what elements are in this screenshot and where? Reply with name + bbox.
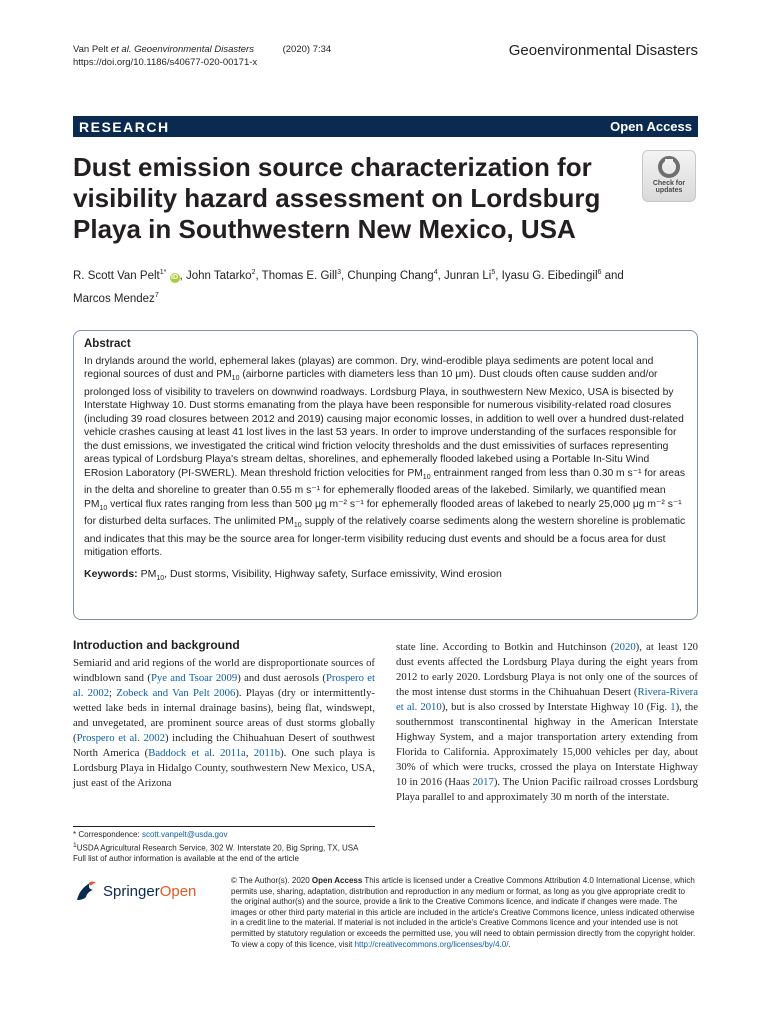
- orcid-icon[interactable]: iD: [171, 273, 179, 281]
- correspondence-label: * Correspondence:: [73, 830, 142, 839]
- running-citation: [73, 43, 331, 69]
- abstract-box: [73, 330, 698, 620]
- right-column: [396, 640, 698, 806]
- figure-link[interactable]: 1: [670, 701, 676, 714]
- check-updates-line1: Check for: [652, 180, 686, 187]
- author-name[interactable]: Iyasu G. Eibedingil: [501, 269, 598, 282]
- author-affiliation: 2: [251, 269, 256, 276]
- running-et-al: et al.: [110, 44, 132, 55]
- body-text: Semiarid and arid regions of the world are disproportionate sources of windblown sand (: [73, 657, 375, 685]
- correspondence-email[interactable]: scott.vanpelt@usda.gov: [141, 830, 228, 839]
- author-affiliation: 3: [337, 269, 341, 276]
- full-list-note: Full list of author information is available at the end of the article: [73, 853, 299, 863]
- body-text: ;: [109, 687, 117, 700]
- article-type-band: [73, 116, 698, 137]
- abstract-seg: supply of the relatively coarse sediments along the western shoreline is problematic and indicates that this may be the source area for longer-term visibility reducing dust events and should be a focus area for dust mitigation efforts.: [84, 516, 686, 559]
- author-name[interactable]: R. Scott Van Pelt: [73, 269, 160, 282]
- springer-horse-icon: [73, 878, 99, 904]
- body-text: ), the southernmost transcontinental highway in the American Interstate Highway System, and a major transportation artery extending from Florida to California. Approximately 15,000 vehicles per day, about 30% of which were trucks, crossed the playa on Interstate Highway 10 in 2016 (Haas: [396, 701, 698, 789]
- author-list: R. Scott Van Pelt$^{1*}$ iD , John Tatarko$^2$, Thomas E. Gill$^3$, Chunping Chang$^4$, Junran Li$^5$, Iyasu G. Eibedingil$^6$ and Marcos Mendez$^7$: [73, 269, 624, 305]
- keyword-sub: 10: [156, 574, 165, 582]
- license-link[interactable]: http://creativecommons.org/licenses/by/4.0/: [354, 939, 509, 949]
- journal-name: Geoenvironmental Disasters: [508, 42, 698, 59]
- license-seg: © The Author(s). 2020: [231, 876, 312, 885]
- license-open-access: Open Access: [311, 876, 363, 885]
- author-affiliation: 4: [433, 269, 438, 276]
- author-name[interactable]: Thomas E. Gill: [261, 269, 338, 282]
- abstract-sub: 10: [293, 522, 302, 530]
- running-authors: Van Pelt: [73, 44, 109, 55]
- section-heading: Introduction and background: [73, 638, 240, 652]
- license-text: [231, 876, 697, 950]
- body-text: ,: [245, 747, 254, 760]
- intro-paragraph: [73, 656, 375, 791]
- abstract-seg: (airborne particles with diameters less than 10 μm). Dust clouds often cause sudden and/or prolonged loss of visibility to travelers on downwind roadways. Lordsburg Playa, in southwestern New Mexico, USA is bisected by Interstate Highway 10. Dust storms emanating from the playa have been responsible for numerous visibility-related road closures (including 39 road closures between 2012 and 2019) causing major economic losses, in addition to well over a hundred dust-related vehicle crashes causing at least 41 lost lives in the last 53 years. In order to improve understanding of the surfaces responsible for the dust emissions, we investigated the critical wind friction velocity thresholds and the dust emissivities of surfaces representing areas typical of Lordsburg Playa's stream deltas, shorelines, and ephemerally flooded lakebed using a Portable In-Situ Wind ERosion Laboratory (PI-SWERL). Mean threshold friction velocities for PM: [84, 369, 684, 479]
- body-text: ) including the Chihuahuan Desert of southwest North America (: [73, 732, 376, 760]
- author-name[interactable]: John Tatarko: [185, 269, 252, 282]
- keywords-label: Keywords:: [84, 567, 138, 580]
- affiliation-number: 1: [73, 841, 77, 849]
- author-name[interactable]: Marcos Mendez: [73, 292, 155, 305]
- open-access-label: Open Access: [610, 119, 692, 134]
- keywords: [84, 568, 687, 585]
- license-seg: .: [508, 939, 511, 949]
- article-title: Dust emission source characterization for visibility hazard assessment on Lordsburg Playa in Southwestern New Mexico, USA: [73, 152, 601, 244]
- abstract-heading: Abstract: [84, 338, 131, 350]
- running-journal: Geoenvironmental Disasters: [134, 44, 254, 55]
- abstract-sub: 10: [231, 375, 240, 383]
- body-text: ). Playas (dry or intermittently-wetted lake beds in internal drainage basins), being flat, windswept, and unvegetated, are prominent source areas of dust storms globally (: [73, 687, 375, 745]
- affiliation-text: USDA Agricultural Research Service, 302 W. Interstate 20, Big Spring, TX, USA: [76, 843, 359, 853]
- body-text: ) and dust aerosols (: [237, 672, 326, 685]
- author-affiliation: 7: [154, 291, 159, 299]
- springer-open-logo[interactable]: [73, 876, 215, 906]
- left-column: [73, 638, 375, 791]
- check-updates-icon: [658, 156, 680, 178]
- footnotes: [73, 826, 375, 864]
- running-year-volume: (2020) 7:34: [282, 44, 332, 55]
- author-affiliation: 5: [491, 269, 496, 276]
- article-type: RESEARCH: [79, 118, 170, 135]
- intro-paragraph-cont: [396, 640, 698, 806]
- license-seg: This article is licensed under a Creative Commons Attribution 4.0 International License, which permits use, sharing, adaptation, distribution and reproduction in any medium or format, as long as you give appropriate credit to the original author(s) and the source, provide a link to the Creative Commons licence, and indicate if changes were made. The images or other third party material in this article are included in the article's Creative Commons licence, unless indicated otherwise in a credit line to the material. If material is not included in the article's Creative Commons licence and your intended use is not permitted by statutory regulation or exceeds the permitted use, you will need to obtain permission directly from the copyright holder. To view a copy of this licence, visit: [231, 876, 696, 949]
- citation-link[interactable]: Pye and Tsoar 2009: [150, 672, 238, 685]
- citation-link[interactable]: Prospero et al. 2002: [73, 672, 376, 700]
- citation-link[interactable]: Prospero et al. 2002: [76, 732, 165, 745]
- abstract-sub: 10: [422, 473, 431, 481]
- citation-link[interactable]: 2020: [614, 641, 636, 653]
- citation-link[interactable]: Rivera-Rivera et al. 2010: [396, 686, 698, 714]
- body-text: ). The Union Pacific railroad crosses Lordsburg Playa parallel to and approximately 30 m north of the interstate.: [396, 776, 698, 804]
- citation-link[interactable]: Baddock et al. 2011a: [148, 747, 246, 760]
- author-name[interactable]: Junran Li: [444, 269, 492, 282]
- check-for-updates-button[interactable]: [642, 150, 696, 202]
- check-updates-line2: updates: [655, 187, 683, 194]
- abstract-seg: entrainment ranged from less than 0.30 m s⁻¹ for areas in the delta and shoreline to greater than 0.55 m s⁻¹ for ephemerally flooded areas of the lakebed. Similarly, we quantified mean PM: [84, 467, 685, 510]
- body-text: ), but is also crossed by Interstate Highway 10 (Fig.: [441, 701, 671, 714]
- author-name[interactable]: Chunping Chang: [347, 269, 434, 282]
- citation-link[interactable]: Zobeck and Van Pelt 2006: [116, 687, 236, 700]
- author-affiliation: 1*: [159, 269, 167, 276]
- citation-link[interactable]: 2017: [472, 776, 494, 789]
- abstract-seg: In drylands around the world, ephemeral lakes (playas) are common. Dry, wind-erodible playa sediments are potent local and regional sources of dust and PM: [84, 356, 654, 381]
- author-affiliation: 6: [597, 269, 602, 276]
- logo-open-text: Open: [159, 882, 197, 900]
- keyword-list: , Dust storms, Visibility, Highway safety, Surface emissivity, Wind erosion: [164, 567, 502, 580]
- doi-link[interactable]: https://doi.org/10.1186/s40677-020-00171-x: [73, 57, 258, 68]
- citation-link[interactable]: 2011b: [253, 747, 281, 760]
- abstract-sub: 10: [99, 504, 108, 512]
- abstract-seg: vertical flux rates ranging from less than 500 μg m⁻² s⁻¹ for ephemerally flooded areas of lakebed to nearly 25,000 μg m⁻² s⁻¹ for disturbed delta surfaces. The unlimited PM: [84, 498, 682, 528]
- logo-springer-text: Springer: [103, 882, 160, 900]
- body-text: ), at least 120 dust events affected the Lordsburg Playa during the eight years from 2012 to early 2020. Lordsburg Playa is not only one of the sources of the most intense dust storms in the Chihuahuan Desert (: [396, 641, 699, 699]
- abstract-text: [84, 355, 687, 560]
- keyword-pm: PM: [137, 567, 157, 580]
- body-text: ). One such playa is Lordsburg Playa in Hidalgo County, southwestern New Mexico, USA, just east of the Arizona: [73, 747, 376, 790]
- author-conjunction: and: [604, 269, 624, 282]
- body-text: state line. According to Botkin and Hutchinson (: [396, 641, 615, 653]
